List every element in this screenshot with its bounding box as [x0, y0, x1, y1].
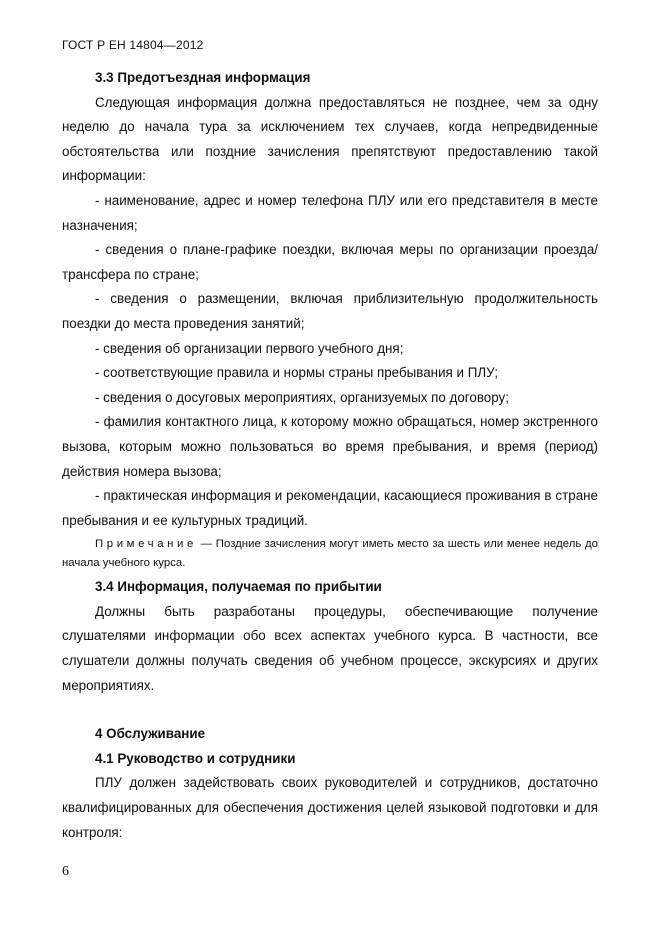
document-body: [62, 66, 598, 845]
list-item: - сведения об организации первого учебного дня;: [95, 340, 404, 356]
note-label: Примечание: [95, 538, 197, 551]
section-spacer: [62, 698, 598, 722]
section-4-heading: 4 Обслуживание: [95, 726, 206, 742]
section-4-1-heading: 4.1 Руководство и сотрудники: [95, 750, 296, 766]
section-3-4-text: Должны быть разработаны процедуры, обеспечивающие получение слушателями информации обо всех аспектах учебного курса. В частности, все слушатели должны получать сведения об учебном процессе, экскурсиях и других мероприятиях.: [62, 603, 598, 693]
section-3-3-heading: 3.3 Предотъездная информация: [95, 70, 311, 85]
section-3-4-heading: 3.4 Информация, получаемая по прибытии: [95, 579, 382, 595]
page-number: 6: [62, 864, 69, 879]
section-3-3-intro: Следующая информация должна предоставляться не позднее, чем за одну неделю до начала тура за исключением тех случаев, когда непредвиденные обстоятельства или поздние зачисления препятствуют предоставлению такой информации:: [62, 94, 598, 184]
list-item: - соответствующие правила и нормы страны пребывания и ПЛУ;: [95, 365, 499, 381]
list-item: - наименование, адрес и номер телефона ПЛУ или его представителя в месте назначения;: [62, 192, 598, 233]
list-item: - сведения о досуговых мероприятиях, организуемых по договору;: [95, 389, 509, 405]
list-item: - фамилия контактного лица, к которому можно обращаться, номер экстренного вызова, которым можно пользоваться во время пребывания, и время (период) действия номера вызова;: [62, 414, 598, 479]
list-item: - практическая информация и рекомендации, касающиеся проживания в стране пребывания и ее культурных традиций.: [62, 488, 598, 528]
list-item: - сведения о размещении, включая приблизительную продолжительность поездки до места проведения занятий;: [62, 291, 598, 331]
section-3-3-note: [62, 535, 598, 573]
section-4-1-text: ПЛУ должен задействовать своих руководителей и сотрудников, достаточно квалифицированных для обеспечения достижения целей языковой подготовки и для контроля:: [62, 775, 598, 840]
list-item: - сведения о плане-графике поездки, включая меры по организации проезда/трансфера по стране;: [62, 242, 598, 282]
note-text: — Поздние зачисления могут иметь место за шесть или менее недель до начала учебного курса.: [62, 538, 598, 570]
document-header: ГОСТ Р ЕН 14804—2012: [62, 38, 204, 52]
